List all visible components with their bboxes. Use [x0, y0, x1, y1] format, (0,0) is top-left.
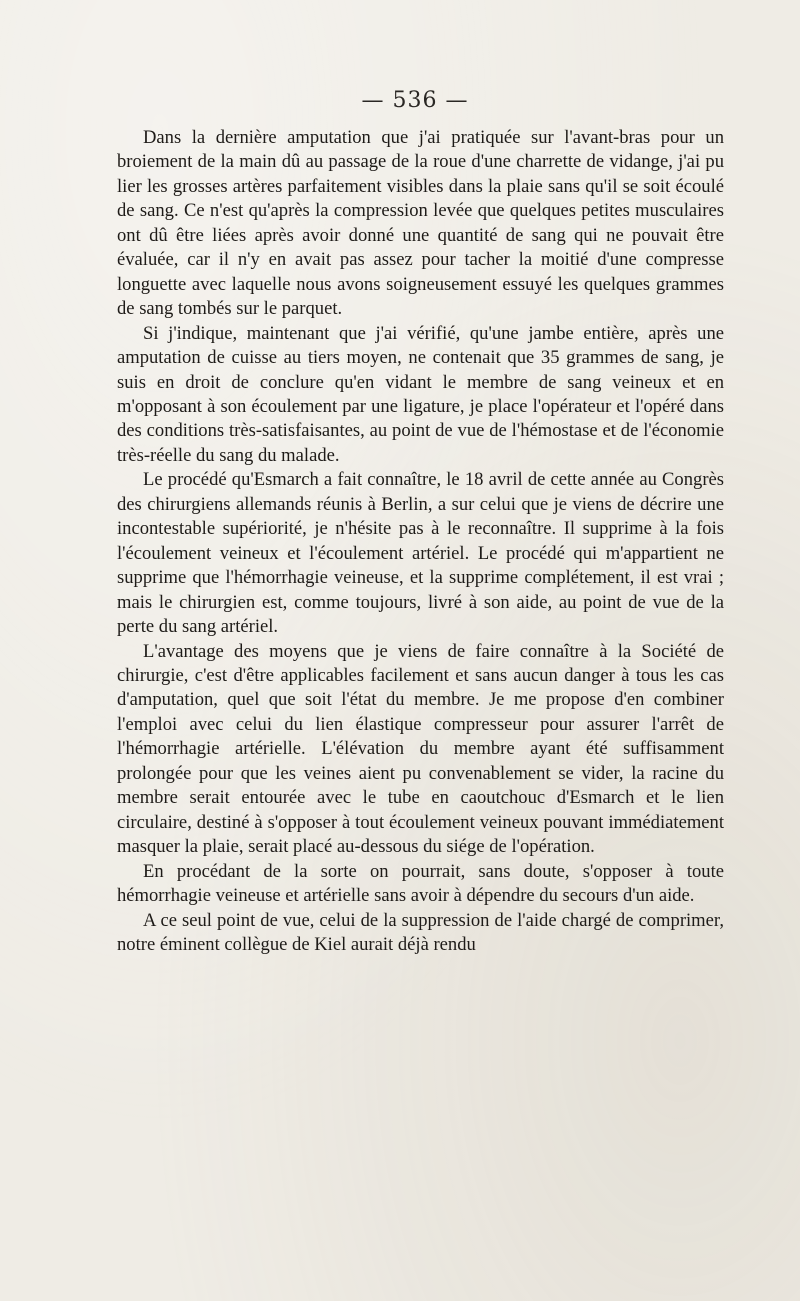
paragraph: Le procédé qu'Esmarch a fait connaître, le 18 avril de cette année au Congrès des chirurgiens allemands réunis à Berlin, a sur celui que je viens de décrire une incontestable supériorité, je n'hésite pas à le reconnaître. Il supprime à la fois l'écoulement veineux et l'écoulement artériel. Le procédé qui m'appartient ne supprime que l'hémorrhagie veineuse, et la supprime complétement, il est vrai ; mais le chirurgien est, comme toujours, livré à son aide, au point de vue de la perte du sang artériel. [117, 469, 724, 638]
paragraph: L'avantage des moyens que je viens de faire connaître à la Société de chirurgie, c'est d'être applicables facilement et sans aucun danger à tous les cas d'amputation, quel que soit l'état du membre. Je me propose d'en combiner l'emploi avec celui du lien élastique compresseur pour assurer l'arrêt de l'hémorrhagie artérielle. L'élévation du membre ayant été suffisamment prolongée pour que les veines aient pu convenablement se vider, la racine du membre serait entourée avec le tube en caoutchouc d'Esmarch et le lien circulaire, destiné à s'opposer à tout écoulement veineux pouvant immédiatement masquer la plaie, serait placé au-dessous du siége de l'opération. [117, 640, 724, 858]
paragraph: A ce seul point de vue, celui de la suppression de l'aide chargé de comprimer, notre éminent collègue de Kiel aurait déjà rendu [117, 909, 724, 955]
body-text [117, 126, 724, 957]
paragraph: Si j'indique, maintenant que j'ai vérifié, qu'une jambe entière, après une amputation de cuisse au tiers moyen, ne contenait que 35 grammes de sang, je suis en droit de conclure qu'en vidant le membre de sang veineux et en m'opposant à son écoulement par une ligature, je place l'opérateur et l'opéré dans des conditions très-satisfaisantes, au point de vue de l'hémostase et de l'économie très-réelle du sang du malade. [117, 322, 724, 466]
paragraph: Dans la dernière amputation que j'ai pratiquée sur l'avant-bras pour un broiement de la main dû au passage de la roue d'une charrette de vidange, j'ai pu lier les grosses artères parfaitement visibles dans la plaie sans qu'il se soit écoulé de sang. Ce n'est qu'après la compression levée que quelques petites musculaires ont dû être liées après avoir donné une quantité de sang qui ne pouvait être évaluée, car il n'y en avait pas assez pour tacher la moitié d'une compresse longuette avec laquelle nous avons soigneusement essuyé les quelques grammes de sang tombés sur le parquet. [117, 127, 724, 320]
page-number: — 536 — [361, 88, 469, 113]
paragraph: En procédant de la sorte on pourrait, sans doute, s'opposer à toute hémorrhagie veineuse et artérielle sans avoir à dépendre du secours d'un aide. [117, 860, 724, 907]
